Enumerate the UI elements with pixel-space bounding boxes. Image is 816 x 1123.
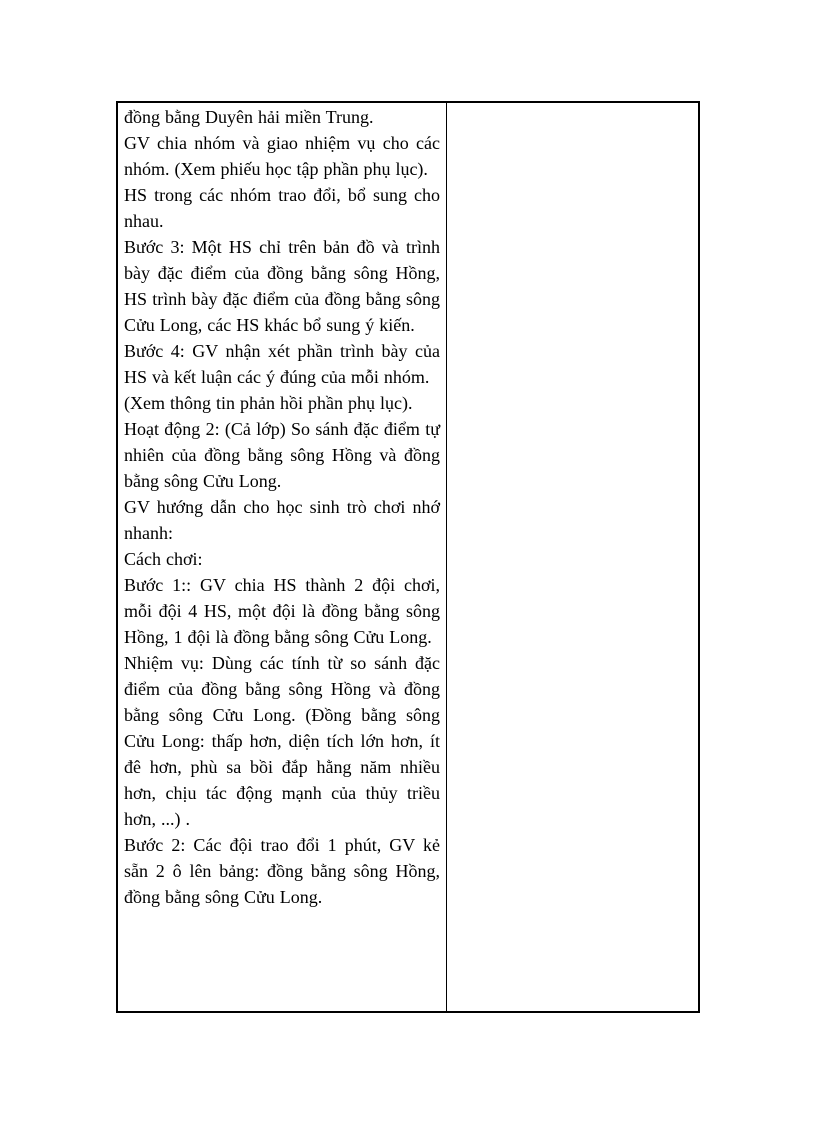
paragraph: Cách chơi: [124,549,203,569]
paragraph: Bước 4: GV nhận xét phần trình bày của HS và kết luận các ý đúng của mỗi nhóm. [124,341,440,387]
paragraph: HS trong các nhóm trao đổi, bổ sung cho nhau. [124,185,440,231]
paragraph: Nhiệm vụ: Dùng các tính từ so sánh đặc điểm của đồng bằng sông Hồng và đồng bằng sông Cửu Long. (Đồng bằng sông Cửu Long: thấp hơn, diện tích lớn hơn, ít đê hơn, phù sa bồi đắp hằng năm nhiều hơn, chịu tác động mạnh của thủy triều hơn, ...) . [124,653,440,829]
lesson-table [116,101,700,1013]
table-cell-activities [118,103,447,1011]
paragraph: Bước 1:: GV chia HS thành 2 đội chơi, mỗi đội 4 HS, một đội là đồng bằng sông Hồng, 1 đội là đồng bằng sông Cửu Long. [124,575,440,647]
paragraph: Bước 2: Các đội trao đổi 1 phút, GV kẻ sẵn 2 ô lên bảng: đồng bằng sông Hồng, đồng bằng sông Cửu Long. [124,835,440,907]
paragraph: đồng bằng Duyên hải miền Trung. [124,107,374,127]
paragraph: GV chia nhóm và giao nhiệm vụ cho các nhóm. (Xem phiếu học tập phần phụ lục). [124,133,440,179]
paragraph: Hoạt động 2: (Cả lớp) So sánh đặc điểm tự nhiên của đồng bằng sông Hồng và đồng bằng sông Cửu Long. [124,419,440,491]
table-cell-empty [447,103,698,1011]
paragraph: (Xem thông tin phản hồi phần phụ lục). [124,393,413,413]
paragraph: GV hướng dẫn cho học sinh trò chơi nhớ nhanh: [124,497,440,543]
paragraph: Bước 3: Một HS chỉ trên bản đồ và trình bày đặc điểm của đồng bằng sông Hồng, HS trình bày đặc điểm của đồng bằng sông Cửu Long, các HS khác bổ sung ý kiến. [124,237,440,335]
